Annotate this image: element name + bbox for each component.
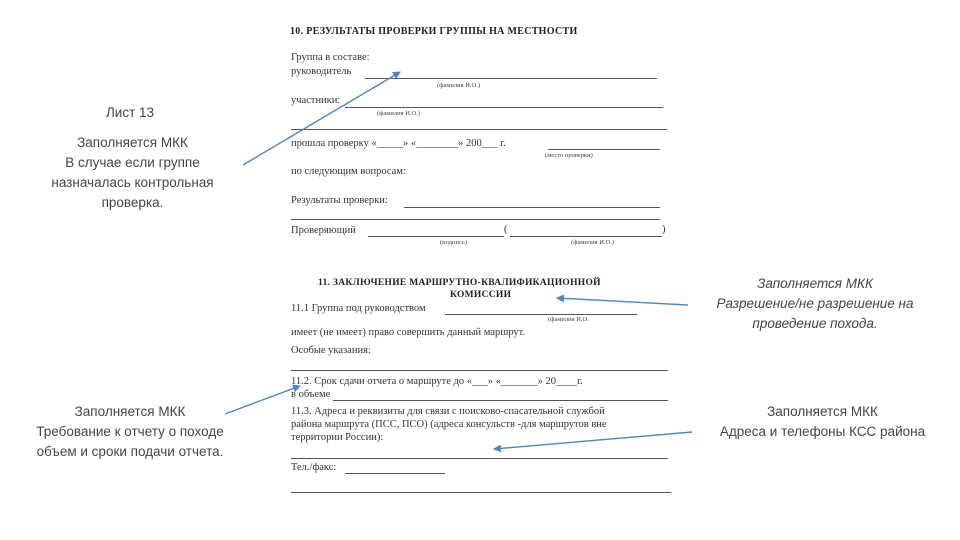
place-hint: (место проверки) [545, 152, 593, 159]
sheet-label: Лист 13 [105, 105, 155, 120]
item1-hint: (фамилия И.О. [548, 316, 589, 323]
note-right-bottom-line: Адреса и телефоны КСС района [719, 424, 926, 439]
note-right-top-line: проведение похода. [752, 316, 878, 331]
inspector-close-paren: ) [662, 224, 666, 235]
arrow-report-term [225, 386, 300, 414]
note-left-bottom-line: Заполняется МКК [74, 404, 186, 419]
checked-line: прошла проверку «_____» «________» 200___ г. [291, 138, 506, 149]
item1-label: 11.1 Группа под руководством [291, 303, 426, 314]
questions-label: по следующим вопросам: [291, 166, 406, 177]
note-right-top-line: Заполняется МКК [757, 276, 873, 291]
item1-continuation: имеет (не имеет) право совершить данный маршрут. [291, 327, 526, 338]
note-left-bottom-line: объем и сроки подачи отчета. [36, 444, 224, 459]
leader-label: руководитель [291, 66, 352, 77]
section11-title-line2: КОМИССИИ [450, 290, 512, 300]
arrow-check-to-group [243, 72, 400, 165]
item3-line1: 11.3. Адреса и реквизиты для связи с поисково-спасательной службой [291, 406, 605, 417]
item3-line3: территории России): [291, 432, 384, 443]
inspector-fio-hint: (фамилия И.О.) [571, 239, 614, 246]
special-instructions-label: Особые указания: [291, 345, 371, 356]
inspector-label: Проверяющий [291, 225, 356, 236]
signature-hint: (подпись) [440, 239, 467, 246]
note-left-top-line: проверка. [101, 195, 164, 210]
item2-continuation: в объеме [291, 389, 331, 400]
note-right-bottom-line: Заполняется МКК [767, 404, 878, 419]
section11-title-line1: 11. ЗАКЛЮЧЕНИЕ МАРШРУТНО-КВАЛИФИКАЦИОННОЙ [318, 278, 601, 288]
item2-label: 11.2. Срок сдачи отчета о маршруте до «___» «_______» 20____г. [291, 376, 583, 387]
group-label: Группа в составе: [291, 52, 370, 63]
note-left-bottom-line: Требование к отчету о походе [36, 424, 224, 439]
item3-line2: района маршрута (ПСС, ПСО) (адреса консульств -для маршрутов вне [291, 419, 607, 430]
arrow-kss-addresses [494, 432, 692, 449]
participants-label: участники: [291, 95, 341, 106]
note-left-top-line: В случае если группе [65, 155, 200, 170]
results-label: Результаты проверки: [291, 195, 388, 206]
note-right-top-line: Разрешение/не разрешение на [716, 296, 914, 311]
note-left-top-line: назначалась контрольная [51, 175, 214, 190]
inspector-open-paren: ( [504, 224, 508, 235]
section10-title: 10. РЕЗУЛЬТАТЫ ПРОВЕРКИ ГРУППЫ НА МЕСТНОСТИ [290, 26, 578, 37]
leader-fio-hint: (фамилия И.О.) [437, 82, 480, 89]
phone-label: Тел./факс: [291, 462, 337, 473]
participants-hint: (фамилия И.О.) [377, 110, 420, 117]
arrow-permission [557, 298, 688, 305]
note-left-top-line: Заполняется МКК [77, 135, 188, 150]
